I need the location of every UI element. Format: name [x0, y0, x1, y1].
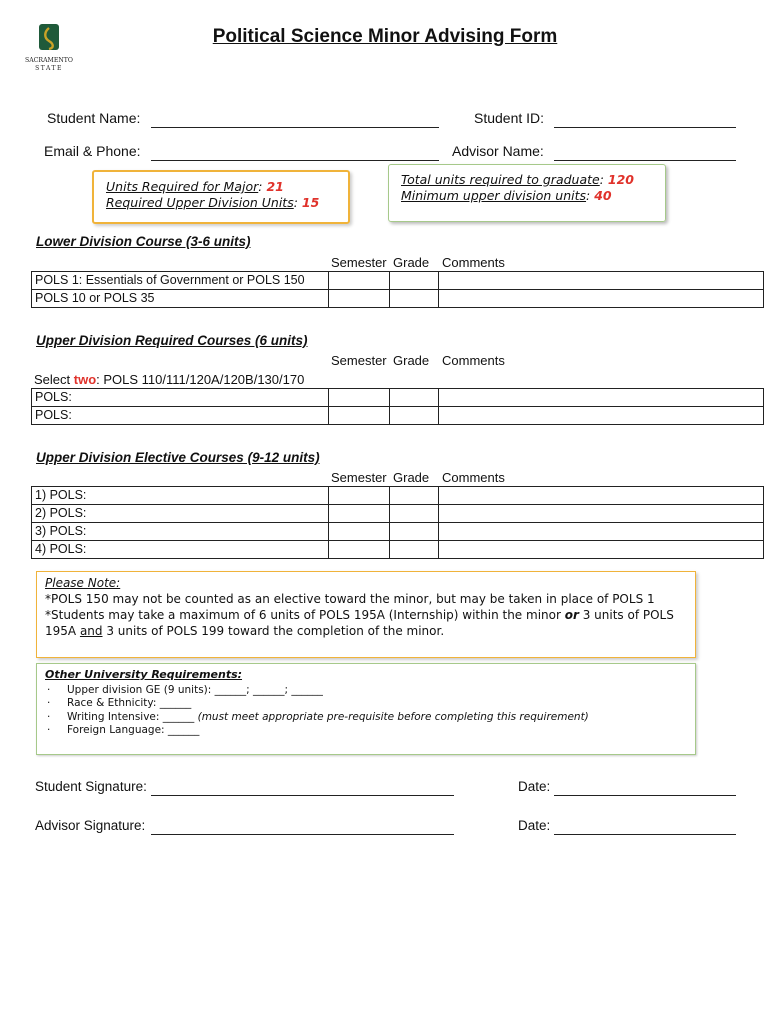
course-cell: 2) POLS:	[32, 505, 329, 523]
advisor-date-field[interactable]	[554, 834, 736, 835]
semester-cell[interactable]	[329, 505, 390, 523]
comments-cell[interactable]	[439, 407, 764, 425]
graduation-units-box: Total units required to graduate: 120 Minimum upper division units: 40	[388, 164, 666, 222]
column-grade: Grade	[393, 353, 430, 368]
major-units-value: 21	[266, 179, 284, 194]
student-date-field[interactable]	[554, 795, 736, 796]
grade-cell[interactable]	[390, 272, 439, 290]
table-row	[32, 487, 764, 505]
note-line-2: *Students may take a maximum of 6 units of POLS 195A (Internship) within the minor or 3 units of POLS	[45, 608, 674, 622]
table-row	[32, 541, 764, 559]
advisor-date-label: Date:	[518, 818, 551, 833]
note-line-3: 195A and 3 units of POLS 199 toward the completion of the minor.	[45, 624, 445, 638]
major-units-label: Units Required for Major	[106, 179, 259, 194]
other-requirements-box	[36, 663, 696, 755]
list-item: · Upper division GE (9 units): ______; ______; ______	[67, 684, 687, 698]
grade-cell[interactable]	[390, 487, 439, 505]
course-cell: POLS:	[32, 389, 329, 407]
page-title: Political Science Minor Advising Form	[212, 26, 558, 47]
logo-text-state: STATE	[35, 65, 63, 72]
grade-cell[interactable]	[390, 505, 439, 523]
list-item: · Race & Ethnicity: ______	[67, 697, 687, 711]
advisor-name-label: Advisor Name:	[452, 143, 544, 159]
table-row	[32, 523, 764, 541]
upper-units-label: Required Upper Division Units	[106, 195, 294, 210]
column-comments: Comments	[442, 255, 505, 270]
column-semester: Semester	[331, 470, 387, 485]
table-row	[32, 290, 764, 308]
course-cell: POLS 1: Essentials of Government or POLS 150	[32, 272, 329, 290]
table-row	[32, 389, 764, 407]
comments-cell[interactable]	[439, 389, 764, 407]
table-row	[32, 407, 764, 425]
writing-note: (must meet appropriate pre-requisite before completing this requirement)	[197, 710, 589, 723]
column-comments: Comments	[442, 470, 505, 485]
note-and: and	[79, 624, 103, 638]
student-name-label: Student Name:	[47, 110, 141, 126]
student-id-label: Student ID:	[474, 110, 545, 126]
course-cell: 3) POLS:	[32, 523, 329, 541]
student-name-field[interactable]	[151, 127, 439, 128]
grade-cell[interactable]	[390, 290, 439, 308]
list-item: · Foreign Language: ______	[67, 724, 687, 738]
list-item: · Writing Intensive: ______ (must meet appropriate pre-requisite before completing this requirement)	[67, 711, 687, 725]
course-cell: 4) POLS:	[32, 541, 329, 559]
min-upper-value: 40	[594, 188, 612, 203]
email-phone-field[interactable]	[151, 160, 439, 161]
note-heading: Please Note:	[45, 576, 121, 590]
course-cell: 1) POLS:	[32, 487, 329, 505]
upper-units-value: 15	[301, 195, 320, 210]
lower-division-table	[31, 271, 764, 308]
semester-cell[interactable]	[329, 487, 390, 505]
semester-cell[interactable]	[329, 290, 390, 308]
comments-cell[interactable]	[439, 290, 764, 308]
table-row	[32, 272, 764, 290]
comments-cell[interactable]	[439, 487, 764, 505]
grade-cell[interactable]	[390, 541, 439, 559]
student-id-field[interactable]	[554, 127, 736, 128]
logo-text-sacramento: SACRAMENTO	[24, 57, 74, 64]
column-grade: Grade	[393, 470, 430, 485]
grade-cell[interactable]	[390, 389, 439, 407]
grade-cell[interactable]	[390, 407, 439, 425]
please-note-box	[36, 571, 696, 658]
note-or: or	[564, 608, 579, 622]
select-courses: : POLS 110/111/120A/120B/130/170	[96, 372, 305, 387]
email-phone-label: Email & Phone:	[44, 143, 141, 159]
column-grade: Grade	[393, 255, 430, 270]
upper-elective-heading: Upper Division Elective Courses (9-12 units)	[36, 450, 320, 465]
student-signature-field[interactable]	[151, 795, 454, 796]
grade-cell[interactable]	[390, 523, 439, 541]
requirements-list	[45, 684, 687, 738]
semester-cell[interactable]	[329, 389, 390, 407]
comments-cell[interactable]	[439, 505, 764, 523]
advisor-signature-label: Advisor Signature:	[35, 818, 146, 833]
note-line-1: *POLS 150 may not be counted as an elective toward the minor, but may be taken in place of POLS 1	[45, 592, 655, 606]
comments-cell[interactable]	[439, 272, 764, 290]
course-cell: POLS:	[32, 407, 329, 425]
column-semester: Semester	[331, 353, 387, 368]
upper-required-heading: Upper Division Required Courses (6 units)	[36, 333, 308, 348]
semester-cell[interactable]	[329, 272, 390, 290]
select-instruction	[34, 372, 304, 387]
min-upper-label: Minimum upper division units	[401, 188, 587, 203]
total-units-label: Total units required to graduate	[401, 172, 600, 187]
semester-cell[interactable]	[329, 407, 390, 425]
units-required-box: Units Required for Major: 21 Required Upper Division Units: 15	[92, 170, 350, 224]
student-date-label: Date:	[518, 779, 551, 794]
semester-cell[interactable]	[329, 541, 390, 559]
upper-elective-table	[31, 486, 764, 559]
upper-required-table	[31, 388, 764, 425]
advisor-signature-field[interactable]	[151, 834, 454, 835]
student-signature-label: Student Signature:	[35, 779, 147, 794]
total-units-value: 120	[607, 172, 634, 187]
select-count: two	[73, 372, 97, 387]
select-prefix: Select	[34, 372, 74, 387]
comments-cell[interactable]	[439, 523, 764, 541]
column-semester: Semester	[331, 255, 387, 270]
advisor-name-field[interactable]	[554, 160, 736, 161]
requirements-heading: Other University Requirements:	[45, 668, 243, 681]
semester-cell[interactable]	[329, 523, 390, 541]
lower-division-heading: Lower Division Course (3-6 units)	[36, 234, 251, 249]
table-row	[32, 505, 764, 523]
course-cell: POLS 10 or POLS 35	[32, 290, 329, 308]
column-comments: Comments	[442, 353, 505, 368]
comments-cell[interactable]	[439, 541, 764, 559]
